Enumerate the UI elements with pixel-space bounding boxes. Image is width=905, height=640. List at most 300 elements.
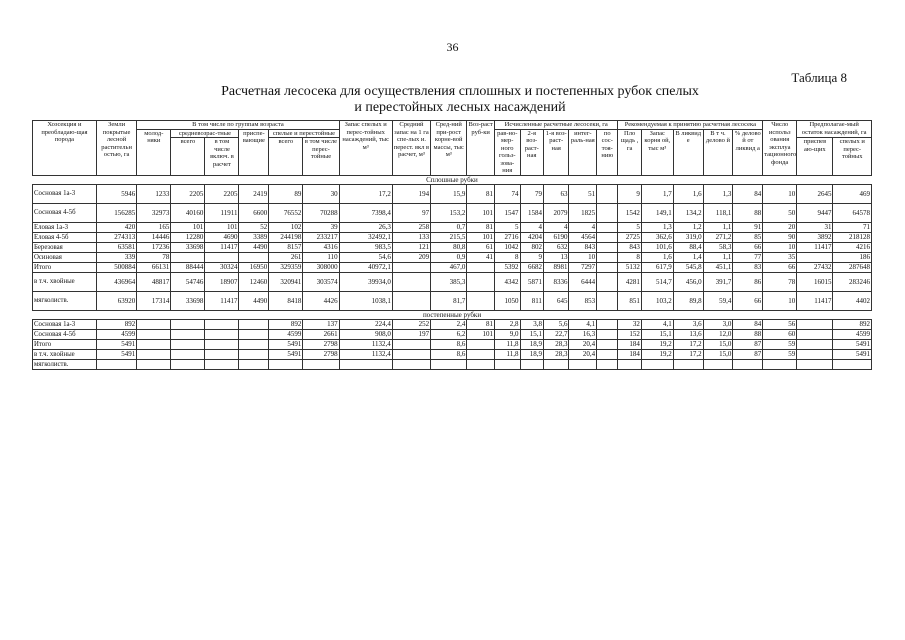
table-cell: 87 xyxy=(733,349,763,359)
table-cell xyxy=(569,359,597,369)
table-cell: 76552 xyxy=(269,203,303,222)
table-cell: 15,0 xyxy=(703,339,733,349)
felling-table xyxy=(32,120,872,370)
table-cell: 6682 xyxy=(520,262,543,272)
table-cell: 13 xyxy=(543,252,569,262)
table-cell: 153,2 xyxy=(431,203,467,222)
row-label: Березовая xyxy=(33,242,97,252)
table-cell: 283246 xyxy=(833,272,872,291)
table-cell: 7398,4 xyxy=(339,203,392,222)
table-cell xyxy=(171,359,205,369)
table-cell: 66 xyxy=(733,242,763,252)
col-young: молод-няки xyxy=(137,129,171,175)
table-cell xyxy=(171,339,205,349)
table-cell: 66 xyxy=(733,291,763,310)
table-cell: 22,7 xyxy=(543,329,569,339)
table-cell: 74 xyxy=(494,184,520,203)
table-cell xyxy=(641,359,673,369)
row-label: Итого xyxy=(33,339,97,349)
table-cell xyxy=(392,291,430,310)
table-cell: 4 xyxy=(543,222,569,232)
table-cell: 4,1 xyxy=(641,319,673,329)
table-cell xyxy=(205,349,239,359)
table-cell: 33698 xyxy=(171,291,205,310)
table-cell: 137 xyxy=(303,319,339,329)
table-cell: 0,7 xyxy=(431,222,467,232)
table-cell: 63920 xyxy=(96,291,136,310)
table-cell: 40160 xyxy=(171,203,205,222)
table-cell: 61 xyxy=(467,242,495,252)
table-cell: 90 xyxy=(763,232,797,242)
table-cell: 1,7 xyxy=(641,184,673,203)
table-cell xyxy=(239,359,269,369)
table-cell: 52 xyxy=(239,222,269,232)
table-cell: 81 xyxy=(467,184,495,203)
table-cell: 5392 xyxy=(494,262,520,272)
table-cell: 28,3 xyxy=(543,339,569,349)
table-cell xyxy=(137,359,171,369)
table-cell xyxy=(597,339,618,349)
col-rec-biz: В т ч. делово й xyxy=(703,129,733,175)
table-cell xyxy=(171,252,205,262)
table-cell: 78 xyxy=(137,252,171,262)
table-cell: 11,8 xyxy=(494,349,520,359)
table-cell: 18,9 xyxy=(520,339,543,349)
table-cell: 48817 xyxy=(137,272,171,291)
row-label: мягколиств. xyxy=(33,359,97,369)
col-rec-stock: Запас корня ой, тыс м³ xyxy=(641,129,673,175)
table-label: Таблица 8 xyxy=(791,70,847,85)
table-cell: 16950 xyxy=(239,262,269,272)
table-cell: 1542 xyxy=(618,203,641,222)
table-cell: 97 xyxy=(392,203,430,222)
table-cell: 853 xyxy=(569,291,597,310)
col-calc-int: интег-раль-ная xyxy=(569,129,597,175)
table-cell: 118,1 xyxy=(703,203,733,222)
table-cell: 5491 xyxy=(269,349,303,359)
table-cell: 215,5 xyxy=(431,232,467,242)
table-cell: 11417 xyxy=(797,242,833,252)
table-cell xyxy=(392,359,430,369)
col-remain-ripe: спелых и перес-тойных xyxy=(833,138,872,176)
table-cell: 30 xyxy=(303,184,339,203)
table-cell: 184 xyxy=(618,339,641,349)
table-cell: 32492,1 xyxy=(339,232,392,242)
table-row xyxy=(33,272,872,291)
table-cell: 385,3 xyxy=(431,272,467,291)
col-ripe-total: всего xyxy=(269,138,303,176)
table-cell: 8 xyxy=(494,252,520,262)
table-cell: 5871 xyxy=(520,272,543,291)
col-calc: Исчисленные расчетные лесосеки, га xyxy=(494,121,617,130)
table-cell: 2205 xyxy=(171,184,205,203)
table-cell: 500884 xyxy=(96,262,136,272)
table-cell: 134,2 xyxy=(673,203,703,222)
table-cell xyxy=(597,349,618,359)
table-cell: 18907 xyxy=(205,272,239,291)
table-cell: 1,1 xyxy=(703,222,733,232)
table-cell xyxy=(467,291,495,310)
table-cell: 16015 xyxy=(797,272,833,291)
table-cell: 2079 xyxy=(543,203,569,222)
table-cell: 15,9 xyxy=(431,184,467,203)
table-cell: 20,4 xyxy=(569,339,597,349)
table-cell: 84 xyxy=(733,184,763,203)
table-cell: 8336 xyxy=(543,272,569,291)
table-cell: 320941 xyxy=(269,272,303,291)
table-cell: 224,4 xyxy=(339,319,392,329)
col-age: Воз-раст руб-ки xyxy=(467,121,495,176)
table-cell: 60 xyxy=(763,329,797,339)
table-cell xyxy=(543,359,569,369)
table-cell: 6,2 xyxy=(431,329,467,339)
table-cell: 71 xyxy=(833,222,872,232)
table-cell: 811 xyxy=(520,291,543,310)
table-cell xyxy=(618,359,641,369)
table-cell: 5491 xyxy=(269,339,303,349)
col-years: Число использ ования эксплуа тационного фонда xyxy=(763,121,797,176)
table-cell: 50 xyxy=(763,203,797,222)
table-cell: 5946 xyxy=(96,184,136,203)
table-cell: 632 xyxy=(543,242,569,252)
table-cell: 209 xyxy=(392,252,430,262)
table-cell: 89,8 xyxy=(673,291,703,310)
table-cell xyxy=(733,359,763,369)
table-cell: 233217 xyxy=(303,232,339,242)
table-cell xyxy=(392,272,430,291)
table-cell: 84 xyxy=(733,319,763,329)
table-cell xyxy=(597,329,618,339)
table-cell: 3892 xyxy=(797,232,833,242)
table-cell: 81 xyxy=(467,319,495,329)
table-cell: 2716 xyxy=(494,232,520,242)
table-cell xyxy=(205,319,239,329)
table-cell: 4690 xyxy=(205,232,239,242)
table-row xyxy=(33,242,872,252)
table-cell: 244198 xyxy=(269,232,303,242)
table-cell: 8981 xyxy=(543,262,569,272)
table-cell: 78 xyxy=(763,272,797,291)
table-cell xyxy=(392,349,430,359)
table-cell: 56 xyxy=(763,319,797,329)
table-cell: 85 xyxy=(733,232,763,242)
table-cell: 11417 xyxy=(797,291,833,310)
table-cell: 103,2 xyxy=(641,291,673,310)
table-cell: 28,3 xyxy=(543,349,569,359)
table-cell: 12460 xyxy=(239,272,269,291)
table-cell: 5 xyxy=(618,222,641,232)
table-cell: 5491 xyxy=(96,349,136,359)
table-title xyxy=(150,84,770,116)
table-cell xyxy=(597,272,618,291)
table-cell: 892 xyxy=(269,319,303,329)
table-cell: 436964 xyxy=(96,272,136,291)
table-cell xyxy=(467,349,495,359)
table-cell xyxy=(205,252,239,262)
col-calc-2: 2-я воз-раст-ная xyxy=(520,129,543,175)
table-cell: 17314 xyxy=(137,291,171,310)
table-cell: 165 xyxy=(137,222,171,232)
table-cell: 4599 xyxy=(96,329,136,339)
table-cell xyxy=(467,262,495,272)
table-cell: 4342 xyxy=(494,272,520,291)
table-cell: 10 xyxy=(763,242,797,252)
table-cell: 303574 xyxy=(303,272,339,291)
table-cell: 252 xyxy=(392,319,430,329)
row-label: Еловая 4-5б xyxy=(33,232,97,242)
table-cell: 16,3 xyxy=(569,329,597,339)
table-cell xyxy=(171,329,205,339)
col-avg-growth: Сред-ний при-рост корне-вой массы, тыс м³ xyxy=(431,121,467,176)
table-cell: 27432 xyxy=(797,262,833,272)
table-cell: 66 xyxy=(763,262,797,272)
table-cell xyxy=(137,329,171,339)
table-cell: 1038,1 xyxy=(339,291,392,310)
row-label: Сосновая 1а-3 xyxy=(33,319,97,329)
table-cell: 101 xyxy=(467,329,495,339)
col-land: Земли покрытые лесной растительн остью, га xyxy=(96,121,136,176)
table-cell: 59 xyxy=(763,349,797,359)
table-cell: 451,1 xyxy=(703,262,733,272)
table-cell: 39934,0 xyxy=(339,272,392,291)
table-cell: 32 xyxy=(618,319,641,329)
table-cell: 15,0 xyxy=(703,349,733,359)
table-cell xyxy=(137,319,171,329)
table-cell: 892 xyxy=(96,319,136,329)
table-cell: 59,4 xyxy=(703,291,733,310)
table-cell: 12280 xyxy=(171,232,205,242)
table-cell: 88444 xyxy=(171,262,205,272)
table-cell: 271,2 xyxy=(703,232,733,242)
table-cell: 184 xyxy=(618,349,641,359)
table-cell: 1,4 xyxy=(673,252,703,262)
table-cell xyxy=(269,359,303,369)
table-cell xyxy=(239,349,269,359)
table-cell: 101,6 xyxy=(641,242,673,252)
table-cell: 17,2 xyxy=(673,339,703,349)
table-cell: 11911 xyxy=(205,203,239,222)
table-cell: 4564 xyxy=(569,232,597,242)
row-label: Сосновая 1а-3 xyxy=(33,184,97,203)
title-line-2: и перестойных лесных насаждений xyxy=(354,100,566,115)
table-cell: 110 xyxy=(303,252,339,262)
table-cell: 20 xyxy=(763,222,797,232)
table-row xyxy=(33,203,872,222)
table-cell: 3,6 xyxy=(673,319,703,329)
table-cell: 32973 xyxy=(137,203,171,222)
table-cell: 8418 xyxy=(269,291,303,310)
table-cell: 194 xyxy=(392,184,430,203)
table-row xyxy=(33,319,872,329)
table-cell: 88 xyxy=(733,329,763,339)
table-cell: 64578 xyxy=(833,203,872,222)
table-cell xyxy=(467,359,495,369)
table-cell: 2725 xyxy=(618,232,641,242)
table-cell: 4281 xyxy=(618,272,641,291)
table-cell xyxy=(597,184,618,203)
table-cell: 8,6 xyxy=(431,339,467,349)
table-cell: 6600 xyxy=(239,203,269,222)
table-cell: 1,1 xyxy=(703,252,733,262)
table-cell: 467,0 xyxy=(431,262,467,272)
table-cell: 319,0 xyxy=(673,232,703,242)
col-ripening: приспе-вающие xyxy=(239,129,269,175)
table-cell: 1132,4 xyxy=(339,339,392,349)
table-cell: 101 xyxy=(467,232,495,242)
table-cell: 33698 xyxy=(171,242,205,252)
table-cell: 14446 xyxy=(137,232,171,242)
table-cell: 10 xyxy=(763,184,797,203)
table-cell: 86 xyxy=(733,272,763,291)
table-cell: 11,8 xyxy=(494,339,520,349)
table-cell: 87 xyxy=(733,339,763,349)
table-cell: 54746 xyxy=(171,272,205,291)
table-cell: 26,3 xyxy=(339,222,392,232)
table-cell: 30324 xyxy=(205,262,239,272)
table-cell: 149,1 xyxy=(641,203,673,222)
table-cell: 258 xyxy=(392,222,430,232)
table-cell: 35 xyxy=(763,252,797,262)
table-cell: 274313 xyxy=(96,232,136,242)
table-cell xyxy=(239,319,269,329)
table-body-clearcut xyxy=(33,175,872,310)
table-cell: 1547 xyxy=(494,203,520,222)
table-cell xyxy=(137,339,171,349)
table-cell: 514,7 xyxy=(641,272,673,291)
table-cell: 58,3 xyxy=(703,242,733,252)
table-cell xyxy=(392,339,430,349)
table-cell: 802 xyxy=(520,242,543,252)
table-row xyxy=(33,329,872,339)
col-middle-total: всего xyxy=(171,138,205,176)
table-cell: 1233 xyxy=(137,184,171,203)
table-cell: 9,0 xyxy=(494,329,520,339)
table-cell: 2419 xyxy=(239,184,269,203)
table-cell xyxy=(239,329,269,339)
table-cell: 4402 xyxy=(833,291,872,310)
table-cell: 0,9 xyxy=(431,252,467,262)
table-cell: 186 xyxy=(833,252,872,262)
row-label: Сосновая 4-5б xyxy=(33,329,97,339)
table-cell: 88,4 xyxy=(673,242,703,252)
table-cell xyxy=(520,359,543,369)
table-cell: 456,0 xyxy=(673,272,703,291)
table-cell: 4316 xyxy=(303,242,339,252)
table-cell xyxy=(96,359,136,369)
table-cell xyxy=(467,339,495,349)
col-farm: Хозсекция и преобладаю-щая порода xyxy=(33,121,97,176)
table-cell: 15,1 xyxy=(641,329,673,339)
table-cell xyxy=(673,359,703,369)
table-cell xyxy=(392,262,430,272)
table-cell: 420 xyxy=(96,222,136,232)
table-cell: 339 xyxy=(96,252,136,262)
table-cell: 5491 xyxy=(833,349,872,359)
table-cell: 54,6 xyxy=(339,252,392,262)
table-cell: 10 xyxy=(569,252,597,262)
table-cell xyxy=(597,319,618,329)
table-cell: 6190 xyxy=(543,232,569,242)
table-cell xyxy=(171,319,205,329)
table-cell xyxy=(303,359,339,369)
col-ripe-incl: в том числе перес-тойные xyxy=(303,138,339,176)
table-cell: 2661 xyxy=(303,329,339,339)
table-cell: 617,9 xyxy=(641,262,673,272)
col-calc-po: по сос-тоя-нию xyxy=(597,129,618,175)
table-cell: 2,4 xyxy=(431,319,467,329)
col-ripe: спелые и перестойные xyxy=(269,129,339,138)
col-middle-incl: в том числе включ. в расчет xyxy=(205,138,239,176)
table-cell: 5,6 xyxy=(543,319,569,329)
table-cell: 9447 xyxy=(797,203,833,222)
section-gradual: постепенные рубки xyxy=(33,310,872,319)
table-cell: 31 xyxy=(797,222,833,232)
table-cell: 79 xyxy=(520,184,543,203)
table-cell: 4599 xyxy=(269,329,303,339)
col-avg-stock: Средний запас на 1 га спе-лых и. перест. вкл в расчет, м³ xyxy=(392,121,430,176)
table-cell: 1,2 xyxy=(673,222,703,232)
row-label: мягколиств. xyxy=(33,291,97,310)
table-row xyxy=(33,262,872,272)
table-cell xyxy=(797,252,833,262)
table-cell: 4204 xyxy=(520,232,543,242)
table-cell: 5491 xyxy=(96,339,136,349)
table-cell: 2798 xyxy=(303,339,339,349)
table-cell xyxy=(239,252,269,262)
table-cell: 545,8 xyxy=(673,262,703,272)
table-cell xyxy=(833,359,872,369)
table-cell xyxy=(597,359,618,369)
table-cell: 40972,1 xyxy=(339,262,392,272)
col-calc-1: 1-я воз-раст-ная xyxy=(543,129,569,175)
table-cell: 5132 xyxy=(618,262,641,272)
table-cell: 391,7 xyxy=(703,272,733,291)
table-cell xyxy=(205,329,239,339)
table-row xyxy=(33,232,872,242)
table-cell xyxy=(797,319,833,329)
table-cell: 12,0 xyxy=(703,329,733,339)
table-header xyxy=(33,121,872,176)
table-cell: 11417 xyxy=(205,291,239,310)
table-cell: 2798 xyxy=(303,349,339,359)
table-cell xyxy=(467,272,495,291)
row-label: в т.ч. хвойные xyxy=(33,349,97,359)
table-cell: 851 xyxy=(618,291,641,310)
table-cell xyxy=(597,203,618,222)
table-cell: 1,6 xyxy=(673,184,703,203)
table-cell xyxy=(205,359,239,369)
row-label: Еловая 1а-3 xyxy=(33,222,97,232)
table-cell xyxy=(703,359,733,369)
table-cell: 17236 xyxy=(137,242,171,252)
table-cell xyxy=(597,242,618,252)
table-cell: 89 xyxy=(269,184,303,203)
table-cell: 63 xyxy=(543,184,569,203)
table-cell: 17,2 xyxy=(339,184,392,203)
table-row xyxy=(33,359,872,369)
table-cell: 19,2 xyxy=(641,349,673,359)
table-cell: 59 xyxy=(763,339,797,349)
table-cell: 4490 xyxy=(239,242,269,252)
table-cell xyxy=(597,232,618,242)
table-cell: 218128 xyxy=(833,232,872,242)
table-cell xyxy=(797,359,833,369)
col-stock: Запас спелых и перес-тойных насаждений, тыс м³ xyxy=(339,121,392,176)
col-remain: Предполагае-мый остаток насаждений, га xyxy=(797,121,872,138)
table-cell: 5 xyxy=(494,222,520,232)
col-agegroups: В том числе по группам возраста xyxy=(137,121,339,130)
table-cell: 101 xyxy=(171,222,205,232)
